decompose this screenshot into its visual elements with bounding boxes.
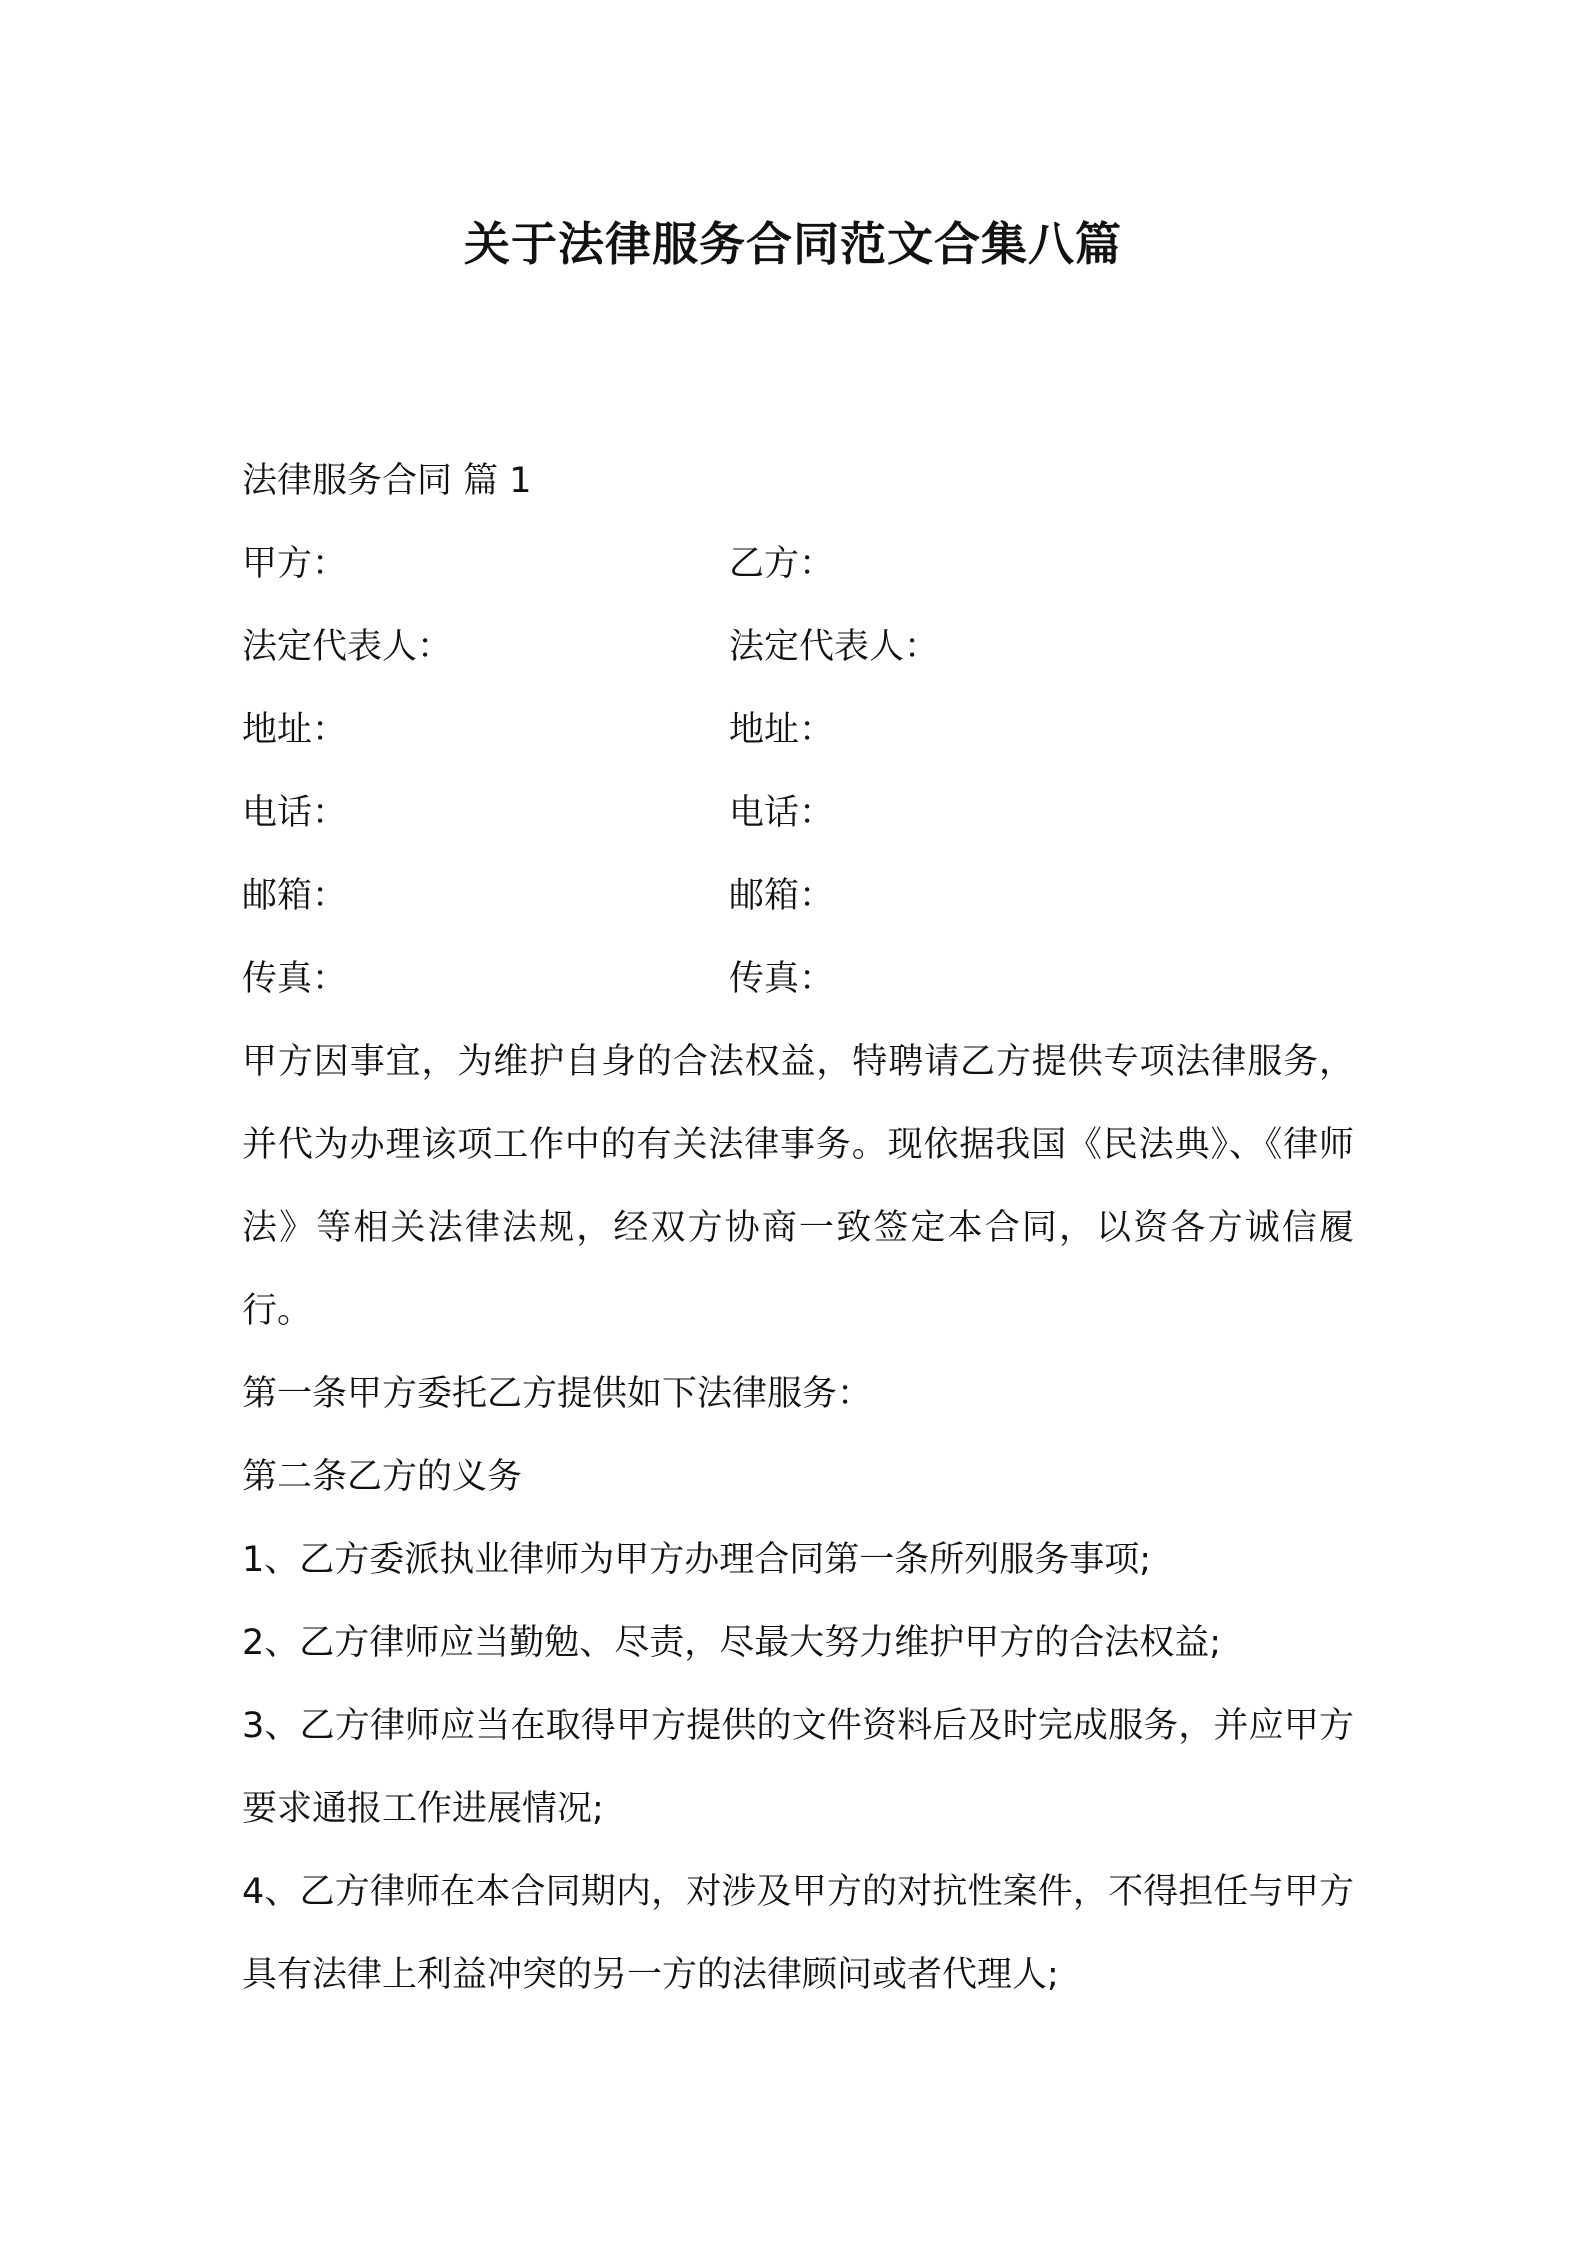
obligation-item-1: 1、乙方委派执业律师为甲方办理合同第一条所列服务事项;: [242, 1540, 1152, 1580]
section-heading: 法律服务合同 篇 1: [242, 461, 532, 501]
document-title: 关于法律服务合同范文合集八篇: [464, 217, 1122, 271]
article-2-heading: 第二条乙方的义务: [242, 1457, 523, 1497]
preamble-paragraph: 甲方因事宜，为维护自身的合法权益，特聘请乙方提供专项法律服务，并代为办理该项工作中的有关法律事务。现依据我国《民法典》、《律师法》等相关法律法规，经双方协商一致签定本合同，以资各方诚信履行。: [242, 1042, 1354, 1331]
party-b-label: 乙方：: [729, 544, 835, 584]
legal-rep-a-label: 法定代表人：: [242, 627, 453, 667]
address-a-label: 地址：: [242, 710, 348, 750]
phone-a-label: 电话：: [242, 793, 348, 833]
obligation-item-4: 4、乙方律师在本合同期内，对涉及甲方的对抗性案件，不得担任与甲方具有法律上利益冲突的另一方的法律顾问或者代理人;: [242, 1872, 1354, 1995]
article-1-paragraph: 第一条甲方委托乙方提供如下法律服务：: [242, 1374, 873, 1414]
email-a-label: 邮箱：: [242, 876, 348, 916]
fax-b-label: 传真：: [729, 959, 835, 999]
party-a-label: 甲方：: [242, 544, 348, 584]
phone-b-label: 电话：: [729, 793, 835, 833]
obligation-item-2: 2、乙方律师应当勤勉、尽责，尽最大努力维护甲方的合法权益;: [242, 1623, 1222, 1663]
legal-rep-b-label: 法定代表人：: [729, 627, 940, 667]
obligation-item-3: 3、乙方律师应当在取得甲方提供的文件资料后及时完成服务，并应甲方要求通报工作进展情况;: [242, 1706, 1354, 1829]
address-b-label: 地址：: [729, 710, 835, 750]
email-b-label: 邮箱：: [729, 876, 835, 916]
fax-a-label: 传真：: [242, 959, 348, 999]
